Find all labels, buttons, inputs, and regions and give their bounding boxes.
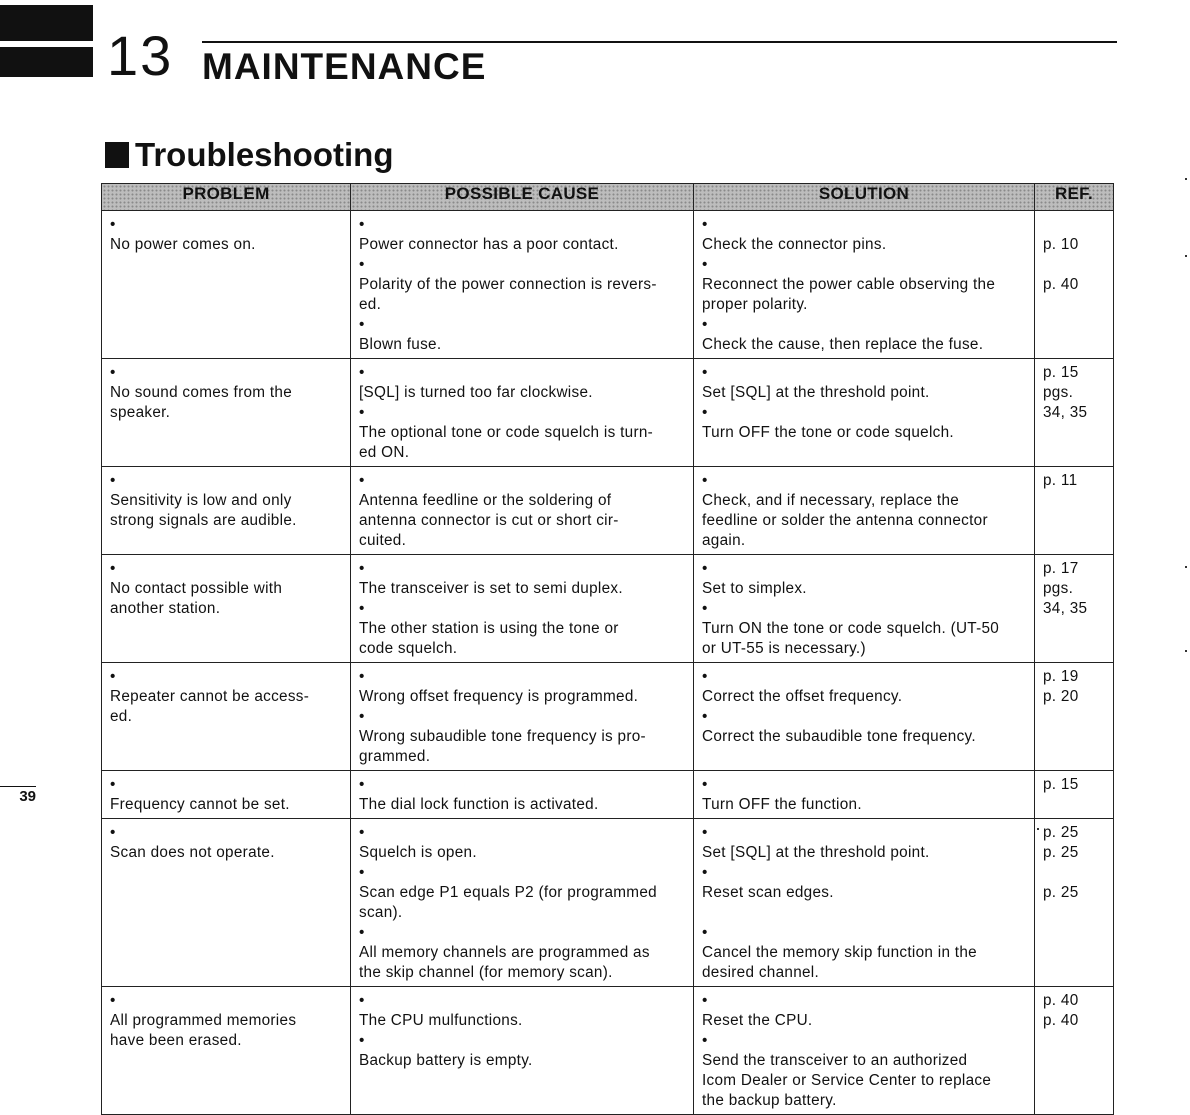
solution-cell bbox=[694, 819, 1035, 987]
ref-line: p. 15 bbox=[1043, 776, 1079, 793]
ref-line bbox=[1043, 863, 1107, 883]
problem-cell bbox=[102, 467, 351, 555]
cause-item bbox=[359, 863, 687, 923]
margin-mark bbox=[1037, 828, 1039, 830]
problem-item bbox=[110, 215, 344, 255]
solution-cell bbox=[694, 663, 1035, 771]
ref-line: p. 15 bbox=[1043, 364, 1079, 381]
section-title: Troubleshooting bbox=[135, 136, 394, 173]
cause-line: • Power connector has a poor contact. bbox=[359, 236, 619, 253]
cause-line: scan). bbox=[359, 904, 403, 921]
problem-item bbox=[110, 991, 344, 1051]
cause-item bbox=[359, 775, 687, 815]
ref-line bbox=[1043, 255, 1107, 275]
problem-cell bbox=[102, 555, 351, 663]
table-row bbox=[102, 987, 1114, 1115]
ref-cell bbox=[1035, 359, 1114, 467]
solution-item bbox=[702, 707, 1028, 747]
cause-item bbox=[359, 707, 687, 767]
problem-cell bbox=[102, 359, 351, 467]
margin-mark bbox=[1185, 650, 1187, 652]
problem-line: • All programmed memories bbox=[110, 1012, 297, 1029]
cause-cell bbox=[351, 771, 694, 819]
ref-line: pgs. bbox=[1043, 580, 1074, 597]
ref-cell bbox=[1035, 819, 1114, 987]
ref-line: p. 11 bbox=[1043, 472, 1078, 489]
margin-mark bbox=[1185, 566, 1187, 568]
solution-line: • Set [SQL] at the threshold point. bbox=[702, 384, 930, 401]
column-header-problem: PROBLEM bbox=[102, 184, 351, 211]
problem-item bbox=[110, 471, 344, 531]
problem-cell bbox=[102, 987, 351, 1115]
cause-line: • The CPU mulfunctions. bbox=[359, 1012, 523, 1029]
ref-line: p. 25 bbox=[1043, 824, 1079, 841]
margin-mark bbox=[1185, 178, 1187, 180]
solution-line: • Reset scan edges. bbox=[702, 884, 834, 901]
cause-cell bbox=[351, 819, 694, 987]
solution-item bbox=[702, 823, 1028, 863]
chapter-tab-marker-lower bbox=[0, 47, 93, 77]
solution-line bbox=[713, 903, 1028, 923]
ref-line: p. 40 bbox=[1043, 1012, 1079, 1029]
solution-line: again. bbox=[702, 532, 746, 549]
solution-item bbox=[702, 775, 1028, 815]
ref-line: p. 20 bbox=[1043, 688, 1079, 705]
table-row bbox=[102, 359, 1114, 467]
table-row bbox=[102, 467, 1114, 555]
problem-item bbox=[110, 667, 344, 727]
solution-item bbox=[702, 599, 1028, 659]
chapter-number: 13 bbox=[107, 24, 174, 87]
cause-item bbox=[359, 667, 687, 707]
square-bullet-icon bbox=[105, 142, 129, 168]
solution-line: • Cancel the memory skip function in the bbox=[702, 944, 977, 961]
cause-line: • Wrong offset frequency is programmed. bbox=[359, 688, 639, 705]
solution-line: • Check the cause, then replace the fuse. bbox=[702, 336, 984, 353]
ref-line: p. 19 bbox=[1043, 668, 1079, 685]
solution-item bbox=[702, 471, 1028, 551]
ref-line: p. 25 bbox=[1043, 884, 1079, 901]
solution-line: • Set [SQL] at the threshold point. bbox=[702, 844, 930, 861]
cause-line: ed. bbox=[359, 296, 382, 313]
cause-cell bbox=[351, 359, 694, 467]
cause-line: • [SQL] is turned too far clockwise. bbox=[359, 384, 593, 401]
cause-cell bbox=[351, 211, 694, 359]
solution-item bbox=[702, 991, 1028, 1031]
problem-cell bbox=[102, 819, 351, 987]
problem-line: another station. bbox=[110, 600, 221, 617]
solution-item bbox=[702, 923, 1028, 983]
cause-item bbox=[359, 363, 687, 403]
ref-line: p. 17 bbox=[1043, 560, 1079, 577]
chapter-tab-marker bbox=[0, 5, 93, 41]
ref-line: p. 40 bbox=[1043, 276, 1079, 293]
solution-item bbox=[702, 863, 1028, 923]
solution-line: • Reconnect the power cable observing the bbox=[702, 276, 996, 293]
solution-line: • Set to simplex. bbox=[702, 580, 807, 597]
ref-cell bbox=[1035, 467, 1114, 555]
cause-line: • Wrong subaudible tone frequency is pro- bbox=[359, 728, 646, 745]
cause-item bbox=[359, 823, 687, 863]
cause-item bbox=[359, 559, 687, 599]
title-rule bbox=[202, 41, 1117, 43]
solution-item bbox=[702, 255, 1028, 315]
cause-item bbox=[359, 255, 687, 315]
problem-item bbox=[110, 363, 344, 423]
page-number: 39 bbox=[19, 788, 36, 805]
cause-line: • The optional tone or code squelch is turn- bbox=[359, 424, 654, 441]
solution-item bbox=[702, 403, 1028, 443]
chapter-title: MAINTENANCE bbox=[202, 46, 487, 87]
problem-line: • No contact possible with bbox=[110, 580, 283, 597]
table-row bbox=[102, 819, 1114, 987]
solution-cell bbox=[694, 771, 1035, 819]
cause-line: • The transceiver is set to semi duplex. bbox=[359, 580, 623, 597]
ref-line: 34, 35 bbox=[1043, 600, 1088, 617]
problem-line: • Scan does not operate. bbox=[110, 844, 275, 861]
problem-line: ed. bbox=[110, 708, 133, 725]
page-number-rule bbox=[0, 786, 36, 787]
cause-line: antenna connector is cut or short cir- bbox=[359, 512, 619, 529]
section-heading bbox=[105, 136, 393, 174]
ref-line: p. 10 bbox=[1043, 236, 1079, 253]
cause-item bbox=[359, 923, 687, 983]
cause-line: • Blown fuse. bbox=[359, 336, 442, 353]
cause-cell bbox=[351, 663, 694, 771]
solution-line: proper polarity. bbox=[702, 296, 808, 313]
cause-cell bbox=[351, 987, 694, 1115]
problem-line: speaker. bbox=[110, 404, 171, 421]
problem-line: strong signals are audible. bbox=[110, 512, 297, 529]
problem-line: • Sensitivity is low and only bbox=[110, 492, 292, 509]
column-header-solution: SOLUTION bbox=[694, 184, 1035, 211]
solution-cell bbox=[694, 359, 1035, 467]
cause-line: • Backup battery is empty. bbox=[359, 1052, 533, 1069]
ref-cell bbox=[1035, 987, 1114, 1115]
table-row bbox=[102, 663, 1114, 771]
ref-cell bbox=[1035, 555, 1114, 663]
solution-line: • Turn OFF the tone or code squelch. bbox=[702, 424, 954, 441]
solution-line: • Reset the CPU. bbox=[702, 1012, 813, 1029]
column-header-ref: REF. bbox=[1035, 184, 1114, 211]
column-header-cause: POSSIBLE CAUSE bbox=[351, 184, 694, 211]
solution-cell bbox=[694, 987, 1035, 1115]
solution-line: Icom Dealer or Service Center to replace bbox=[702, 1072, 992, 1089]
table-row bbox=[102, 771, 1114, 819]
table-row bbox=[102, 555, 1114, 663]
cause-line: cuited. bbox=[359, 532, 407, 549]
troubleshooting-table bbox=[101, 183, 1114, 1115]
cause-item bbox=[359, 215, 687, 255]
problem-cell bbox=[102, 771, 351, 819]
cause-cell bbox=[351, 555, 694, 663]
ref-cell bbox=[1035, 211, 1114, 359]
table-header-row bbox=[102, 184, 1114, 211]
cause-line: grammed. bbox=[359, 748, 431, 765]
cause-line: the skip channel (for memory scan). bbox=[359, 964, 613, 981]
solution-line: • Correct the offset frequency. bbox=[702, 688, 903, 705]
problem-item bbox=[110, 775, 344, 815]
ref-line: p. 40 bbox=[1043, 992, 1079, 1009]
solution-line: • Turn ON the tone or code squelch. (UT-50 bbox=[702, 620, 1000, 637]
solution-item bbox=[702, 559, 1028, 599]
cause-cell bbox=[351, 467, 694, 555]
cause-item bbox=[359, 403, 687, 463]
solution-item bbox=[702, 215, 1028, 255]
ref-line bbox=[1043, 215, 1107, 235]
cause-line: code squelch. bbox=[359, 640, 458, 657]
cause-item bbox=[359, 471, 687, 551]
problem-line: • No power comes on. bbox=[110, 236, 256, 253]
solution-line: desired channel. bbox=[702, 964, 820, 981]
solution-item bbox=[702, 363, 1028, 403]
table-row bbox=[102, 211, 1114, 359]
solution-line: or UT-55 is necessary.) bbox=[702, 640, 866, 657]
problem-line: • Frequency cannot be set. bbox=[110, 796, 290, 813]
ref-line: p. 25 bbox=[1043, 844, 1079, 861]
problem-line: have been erased. bbox=[110, 1032, 242, 1049]
solution-line: • Correct the subaudible tone frequency. bbox=[702, 728, 976, 745]
cause-item bbox=[359, 991, 687, 1031]
margin-mark bbox=[1185, 255, 1187, 257]
solution-line: • Turn OFF the function. bbox=[702, 796, 862, 813]
ref-cell bbox=[1035, 771, 1114, 819]
solution-line: • Send the transceiver to an authorized bbox=[702, 1052, 968, 1069]
cause-line: • Antenna feedline or the soldering of bbox=[359, 492, 612, 509]
solution-item bbox=[702, 315, 1028, 355]
cause-line: • All memory channels are programmed as bbox=[359, 944, 650, 961]
cause-line: • Scan edge P1 equals P2 (for programmed bbox=[359, 884, 657, 901]
problem-item bbox=[110, 823, 344, 863]
problem-cell bbox=[102, 663, 351, 771]
solution-cell bbox=[694, 211, 1035, 359]
cause-line: • Squelch is open. bbox=[359, 844, 477, 861]
problem-item bbox=[110, 559, 344, 619]
solution-item bbox=[702, 1031, 1028, 1111]
solution-line: feedline or solder the antenna connector bbox=[702, 512, 988, 529]
ref-line: pgs. bbox=[1043, 384, 1074, 401]
cause-line: • The dial lock function is activated. bbox=[359, 796, 599, 813]
cause-item bbox=[359, 599, 687, 659]
solution-line: • Check the connector pins. bbox=[702, 236, 887, 253]
cause-item bbox=[359, 315, 687, 355]
cause-line: • The other station is using the tone or bbox=[359, 620, 619, 637]
cause-line: • Polarity of the power connection is revers- bbox=[359, 276, 657, 293]
solution-line: • Check, and if necessary, replace the bbox=[702, 492, 960, 509]
problem-line: • No sound comes from the bbox=[110, 384, 293, 401]
cause-line: ed ON. bbox=[359, 444, 410, 461]
solution-item bbox=[702, 667, 1028, 707]
solution-line: the backup battery. bbox=[702, 1092, 837, 1109]
ref-line: 34, 35 bbox=[1043, 404, 1088, 421]
problem-cell bbox=[102, 211, 351, 359]
solution-cell bbox=[694, 467, 1035, 555]
ref-cell bbox=[1035, 663, 1114, 771]
problem-line: • Repeater cannot be access- bbox=[110, 688, 310, 705]
cause-item bbox=[359, 1031, 687, 1071]
table-body bbox=[102, 211, 1114, 1115]
solution-cell bbox=[694, 555, 1035, 663]
